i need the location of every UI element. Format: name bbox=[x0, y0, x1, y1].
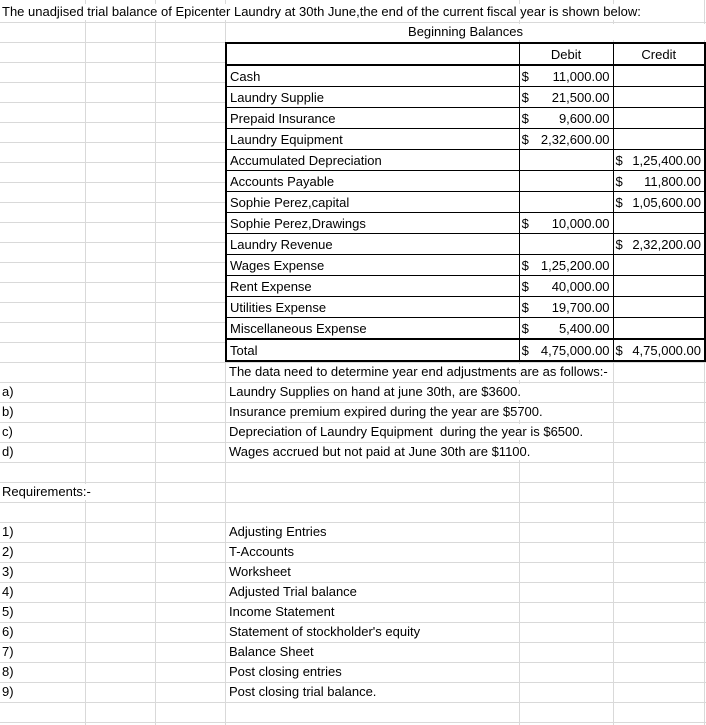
total-debit-cell[interactable] bbox=[519, 339, 613, 361]
header-credit-cell[interactable]: Credit bbox=[613, 43, 705, 65]
beginning-balances-caption[interactable]: Beginning Balances bbox=[226, 24, 705, 40]
debit-cell[interactable] bbox=[519, 276, 613, 297]
total-credit-cell[interactable] bbox=[613, 339, 705, 361]
adjustment-item-text[interactable]: Wages accrued but not paid at June 30th are $1100. bbox=[229, 444, 531, 459]
currency-symbol: $ bbox=[521, 110, 529, 126]
currency-symbol: $ bbox=[615, 236, 623, 252]
requirement-item-text[interactable]: T-Accounts bbox=[229, 544, 295, 559]
account-cell[interactable]: Laundry Supplie bbox=[226, 87, 519, 108]
currency-symbol: $ bbox=[521, 278, 529, 294]
debit-cell[interactable] bbox=[519, 318, 613, 340]
adjustment-item-label[interactable]: c) bbox=[2, 424, 13, 439]
table-total-row bbox=[226, 339, 705, 361]
requirements-label[interactable]: Requirements:- bbox=[2, 484, 91, 499]
credit-cell[interactable] bbox=[613, 234, 705, 255]
amount-value: 21,500.00 bbox=[551, 89, 610, 105]
table-row bbox=[226, 297, 705, 318]
account-cell[interactable]: Utilities Expense bbox=[226, 297, 519, 318]
currency-symbol: $ bbox=[521, 68, 529, 84]
currency-symbol: $ bbox=[615, 194, 623, 210]
account-cell[interactable]: Laundry Revenue bbox=[226, 234, 519, 255]
amount-value: 5,400.00 bbox=[558, 320, 610, 336]
adjustment-item-text[interactable]: Insurance premium expired during the year are $5700. bbox=[229, 404, 543, 419]
debit-cell[interactable] bbox=[519, 150, 613, 171]
table-row bbox=[226, 108, 705, 129]
requirement-item-label[interactable]: 4) bbox=[2, 584, 14, 599]
account-cell[interactable]: Miscellaneous Expense bbox=[226, 318, 519, 340]
credit-cell[interactable] bbox=[613, 150, 705, 171]
requirement-item-text[interactable]: Post closing trial balance. bbox=[229, 684, 377, 699]
requirement-item-text[interactable]: Post closing entries bbox=[229, 664, 342, 679]
adjustment-item-text[interactable]: Laundry Supplies on hand at june 30th, are $3600. bbox=[229, 384, 522, 399]
requirement-item-text[interactable]: Adjusted Trial balance bbox=[229, 584, 357, 599]
debit-cell[interactable] bbox=[519, 129, 613, 150]
credit-cell[interactable] bbox=[613, 108, 705, 129]
table-row bbox=[226, 213, 705, 234]
requirement-item-label[interactable]: 7) bbox=[2, 644, 14, 659]
currency-symbol: $ bbox=[521, 299, 529, 315]
amount-value: 40,000.00 bbox=[551, 278, 610, 294]
credit-cell[interactable] bbox=[613, 171, 705, 192]
amount-value: 11,800.00 bbox=[644, 173, 701, 189]
table-row bbox=[226, 87, 705, 108]
credit-cell[interactable] bbox=[613, 255, 705, 276]
account-cell[interactable]: Sophie Perez,capital bbox=[226, 192, 519, 213]
currency-symbol: $ bbox=[615, 152, 623, 168]
credit-cell[interactable] bbox=[613, 87, 705, 108]
currency-symbol: $ bbox=[521, 257, 529, 273]
table-row bbox=[226, 65, 705, 87]
debit-cell[interactable] bbox=[519, 192, 613, 213]
debit-cell[interactable] bbox=[519, 297, 613, 318]
account-cell[interactable]: Rent Expense bbox=[226, 276, 519, 297]
credit-cell[interactable] bbox=[613, 318, 705, 340]
table-row bbox=[226, 150, 705, 171]
debit-cell[interactable] bbox=[519, 255, 613, 276]
credit-cell[interactable] bbox=[613, 213, 705, 234]
table-row bbox=[226, 234, 705, 255]
debit-cell[interactable] bbox=[519, 213, 613, 234]
table-header-row bbox=[226, 43, 705, 65]
requirement-item-text[interactable]: Adjusting Entries bbox=[229, 524, 327, 539]
currency-symbol: $ bbox=[615, 342, 623, 358]
table-row bbox=[226, 318, 705, 340]
currency-symbol: $ bbox=[521, 89, 529, 105]
requirement-item-text[interactable]: Income Statement bbox=[229, 604, 335, 619]
requirement-item-label[interactable]: 3) bbox=[2, 564, 14, 579]
debit-cell[interactable] bbox=[519, 87, 613, 108]
table-row bbox=[226, 129, 705, 150]
amount-value: 2,32,600.00 bbox=[540, 131, 610, 147]
credit-cell[interactable] bbox=[613, 192, 705, 213]
requirement-item-label[interactable]: 5) bbox=[2, 604, 14, 619]
sheet-title[interactable]: The unadjised trial balance of Epicenter Laundry at 30th June,the end of the current fiscal year is shown below: bbox=[2, 4, 641, 19]
debit-cell[interactable] bbox=[519, 108, 613, 129]
currency-symbol: $ bbox=[521, 215, 529, 231]
amount-value: 19,700.00 bbox=[551, 299, 610, 315]
requirement-item-text[interactable]: Worksheet bbox=[229, 564, 291, 579]
table-row bbox=[226, 255, 705, 276]
adjustment-item-text[interactable]: Depreciation of Laundry Equipment during the year is $6500. bbox=[229, 424, 584, 439]
requirement-item-label[interactable]: 9) bbox=[2, 684, 14, 699]
adjustment-item-label[interactable]: d) bbox=[2, 444, 14, 459]
currency-symbol: $ bbox=[615, 173, 623, 189]
adjustments-intro[interactable]: The data need to determine year end adjustments are as follows:- bbox=[229, 364, 608, 379]
credit-cell[interactable] bbox=[613, 65, 705, 87]
requirement-item-text[interactable]: Statement of stockholder's equity bbox=[229, 624, 421, 639]
requirement-item-text[interactable]: Balance Sheet bbox=[229, 644, 314, 659]
amount-value: 10,000.00 bbox=[551, 215, 610, 231]
adjustment-item-label[interactable]: a) bbox=[2, 384, 14, 399]
account-cell[interactable]: Accounts Payable bbox=[226, 171, 519, 192]
amount-value: 4,75,000.00 bbox=[540, 342, 610, 358]
table-row bbox=[226, 171, 705, 192]
account-cell[interactable]: Sophie Perez,Drawings bbox=[226, 213, 519, 234]
total-label-cell[interactable]: Total bbox=[226, 339, 519, 361]
account-cell[interactable]: Accumulated Depreciation bbox=[226, 150, 519, 171]
requirement-item-label[interactable]: 8) bbox=[2, 664, 14, 679]
debit-cell[interactable] bbox=[519, 171, 613, 192]
adjustment-item-label[interactable]: b) bbox=[2, 404, 14, 419]
amount-value: 4,75,000.00 bbox=[632, 342, 701, 358]
amount-value: 1,05,600.00 bbox=[632, 194, 701, 210]
amount-value: 1,25,400.00 bbox=[632, 152, 701, 168]
debit-cell[interactable] bbox=[519, 234, 613, 255]
requirement-item-label[interactable]: 1) bbox=[2, 524, 14, 539]
currency-symbol: $ bbox=[521, 131, 529, 147]
amount-value: 9,600.00 bbox=[558, 110, 610, 126]
trial-balance-table bbox=[225, 42, 706, 362]
table-row bbox=[226, 276, 705, 297]
requirement-item-label[interactable]: 6) bbox=[2, 624, 14, 639]
credit-cell[interactable] bbox=[613, 297, 705, 318]
amount-value: 2,32,200.00 bbox=[632, 236, 701, 252]
account-cell[interactable]: Laundry Equipment bbox=[226, 129, 519, 150]
account-cell[interactable]: Wages Expense bbox=[226, 255, 519, 276]
account-cell[interactable]: Cash bbox=[226, 65, 519, 87]
debit-cell[interactable] bbox=[519, 65, 613, 87]
amount-value: 1,25,200.00 bbox=[540, 257, 610, 273]
credit-cell[interactable] bbox=[613, 129, 705, 150]
credit-cell[interactable] bbox=[613, 276, 705, 297]
requirement-item-label[interactable]: 2) bbox=[2, 544, 14, 559]
header-debit-cell[interactable]: Debit bbox=[519, 43, 613, 65]
account-cell[interactable]: Prepaid Insurance bbox=[226, 108, 519, 129]
amount-value: 11,000.00 bbox=[552, 68, 610, 84]
currency-symbol: $ bbox=[521, 342, 529, 358]
header-blank-cell[interactable] bbox=[226, 43, 519, 65]
currency-symbol: $ bbox=[521, 320, 529, 336]
table-row bbox=[226, 192, 705, 213]
